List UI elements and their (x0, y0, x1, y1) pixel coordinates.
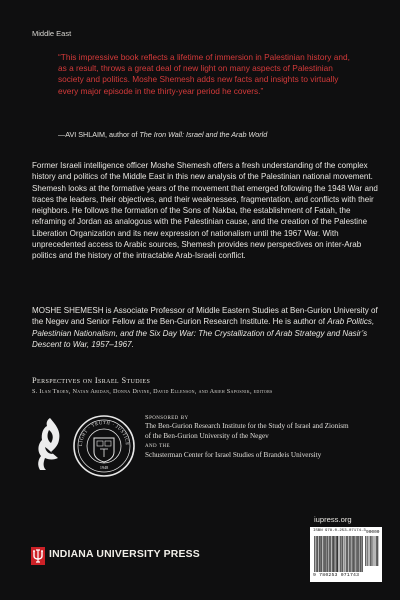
barcode-bar (330, 536, 331, 572)
barcode-bar (365, 536, 366, 566)
barcode-bar (337, 536, 338, 572)
barcode-bar (324, 536, 325, 572)
barcode-bar (372, 536, 373, 566)
barcode-bar (361, 536, 362, 572)
publisher-url[interactable]: iupress.org (314, 515, 352, 524)
quote-attribution (58, 130, 368, 140)
barcode-bar (329, 536, 330, 572)
barcode-bar (362, 536, 363, 572)
sponsors-block (145, 413, 355, 460)
flame-silhouette-icon (34, 416, 66, 472)
barcode-bar (314, 536, 315, 572)
university-seal-icon (72, 414, 136, 478)
barcode-bar (336, 536, 337, 572)
barcode-bar (370, 536, 371, 566)
barcode-bar (378, 536, 379, 566)
barcode-bar (353, 536, 354, 572)
author-bio-text: MOSHE SHEMESH is Associate Professor of Middle Eastern Studies at Ben-Gurion University of the Negev and Senior Fellow at the Ben-Gurion Research Institute. He is author of (32, 306, 378, 327)
sponsors-label: Sponsored by (145, 414, 189, 421)
trident-icon (31, 547, 45, 565)
barcode-bar (344, 536, 345, 572)
sponsor-first: The Ben-Gurion Research Institute for the Study of Israel and Zionism of the Ben-Gurion University of the Negev (145, 422, 349, 440)
endorsement-quote: “This impressive book reflects a lifetime of immersion in Palestinian history and, as a result, throws a great deal of new light on many aspects of Palestinian society and politics. Moshe Shemesh adds new facts and insights to virtually every major episode in the thirty-year period he covers.” (58, 52, 350, 96)
barcode-bar (327, 536, 328, 572)
quote-author: —AVI SHLAIM, (58, 130, 107, 139)
barcode-bar (340, 536, 341, 572)
price-code: 90000 (366, 530, 380, 535)
barcode-bar (321, 536, 322, 572)
barcode-bar (342, 536, 343, 572)
series-editors: S. Ilan Troen, Natan Aridan, Donna Divine, David Ellenson, and Arieh Saposnik, editors (32, 388, 273, 395)
quote-author-suffix: author of (109, 130, 138, 139)
sponsor-second: Schusterman Center for Israel Studies of Brandeis University (145, 450, 322, 459)
book-description: Former Israeli intelligence officer Moshe Shemesh offers a fresh understanding of the complex history and politics of the Middle East in this new analysis of the Palestinian national movement. Shemesh looks at the formative years of the movement that emerged following the 1948 War and traces the leaders, their objectives, and their weaknesses, fragmentation, and conflicts with their neighbors. He follows the formation of the Sons of Nakba, the establishment of Fatah, the reframing of Jordan as analogous with the Palestinian cause, and the creation of the Palestine Liberation Organization and its new expression of nationalism until the 1967 War. With unprecedented access to Arabic sources, Shemesh provides new perspectives on inter-Arab politics and the history of the intractable Arab-Israeli conflict. (32, 161, 378, 261)
barcode-bars (314, 536, 364, 572)
barcode-bar (377, 536, 378, 566)
barcode-bar (320, 536, 321, 572)
series-title: Perspectives on Israel Studies (32, 376, 151, 385)
barcode-bar (347, 536, 348, 572)
svg-text:LIGHT · TRUTH · JUSTICE: LIGHT · TRUTH · JUSTICE (77, 419, 131, 447)
seal-year: 1948 (99, 465, 109, 470)
barcode-bar (327, 536, 328, 572)
category-label: Middle East (32, 29, 72, 38)
barcode-bar (360, 536, 361, 572)
barcode-bar (317, 536, 318, 572)
barcode-bar (357, 536, 358, 572)
barcode-bar (354, 536, 355, 572)
barcode-bar (346, 536, 347, 572)
barcode-bar (350, 536, 351, 572)
barcode-bar (316, 536, 317, 572)
barcode-bar (349, 536, 350, 572)
author-previous-book: Arab Politics, Palestinian Nationalism, and the Six Day War: The Crystallization of Arab Strategy and Nasir’s Descent to War, 1957–1967. (32, 317, 375, 349)
quote-author-book: The Iron Wall: Israel and the Arab World (139, 130, 268, 139)
author-bio (32, 305, 378, 350)
barcode-bar (333, 536, 334, 572)
barcode-addon-bars (365, 536, 379, 566)
barcode-bar (325, 536, 326, 572)
publisher-name: INDIANA UNIVERSITY PRESS (49, 549, 200, 560)
barcode-bar (332, 536, 333, 572)
barcode-bar (342, 536, 343, 572)
isbn-text: ISBN 978-0-253-07174-3 (313, 529, 366, 533)
barcode-bar (358, 536, 359, 572)
sponsors-and: and the (145, 442, 171, 450)
barcode-digits: 9 780253 071743 (313, 573, 360, 578)
